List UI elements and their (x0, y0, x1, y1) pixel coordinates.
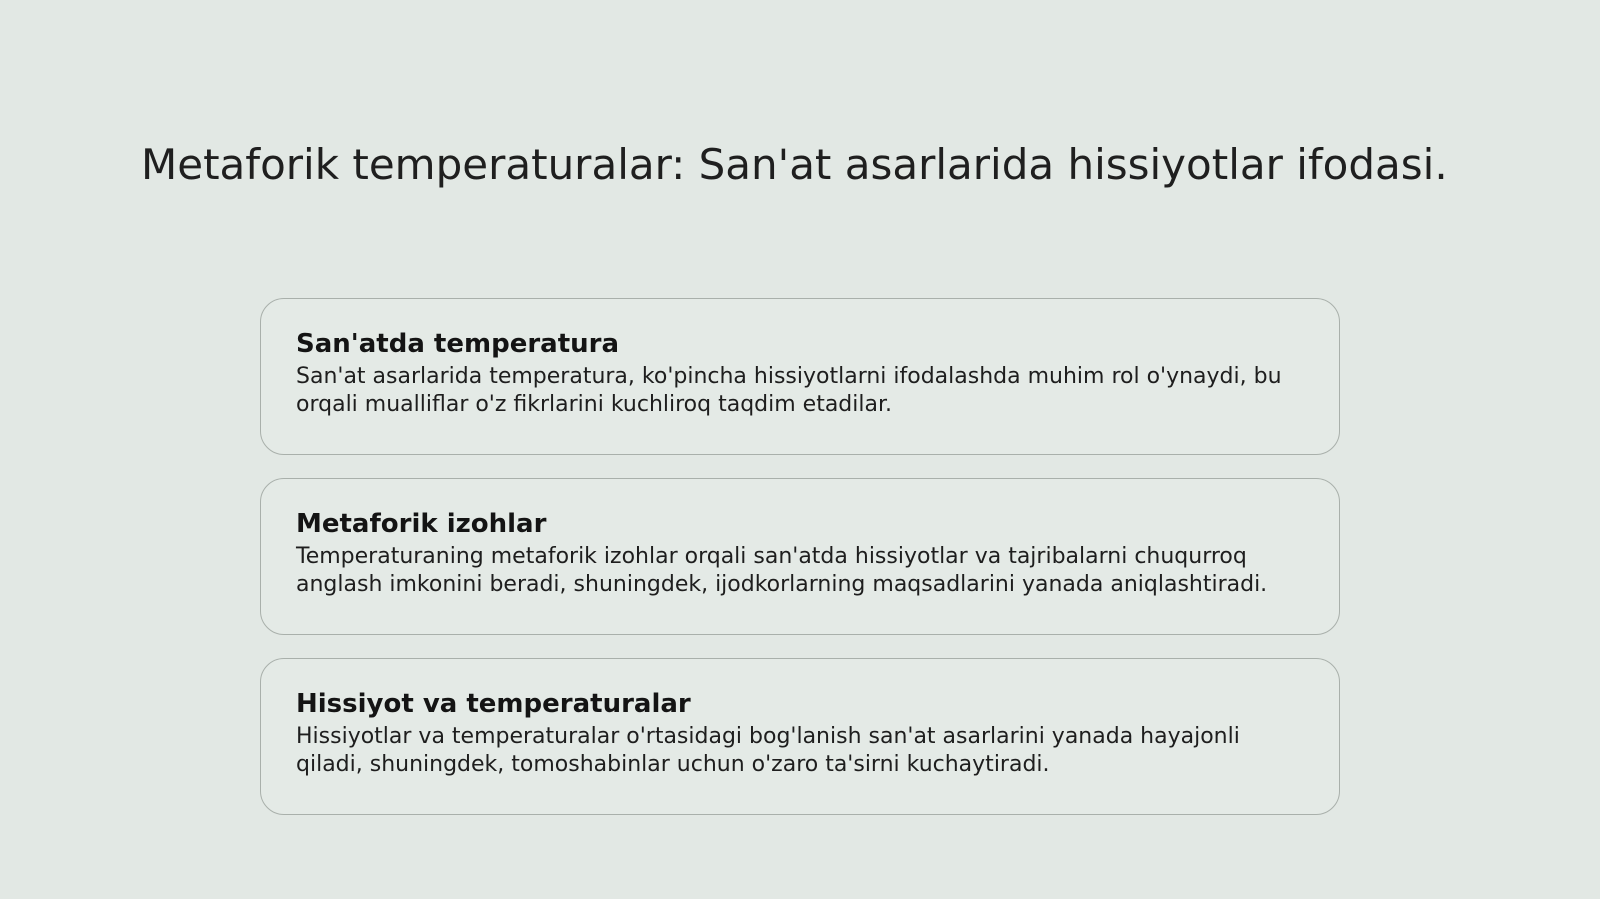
card-text: Temperaturaning metaforik izohlar orqali san'atda hissiyotlar va tajribalarni chuqurroq anglash imkonini beradi, shuningdek, ijodkorlarning maqsadlarini yanada aniqlashtiradi. (296, 544, 1268, 597)
card-list (260, 298, 1340, 838)
card-heading: San'atda temperatura (296, 329, 619, 359)
card-heading: Hissiyot va temperaturalar (296, 689, 691, 719)
card-sanatda-temperatura (260, 298, 1340, 455)
slide-title: Metaforik temperaturalar: San'at asarlarida hissiyotlar ifodasi. (141, 140, 1448, 189)
card-metaforik-izohlar (260, 478, 1340, 635)
card-heading: Metaforik izohlar (296, 509, 547, 539)
card-text: San'at asarlarida temperatura, ko'pincha hissiyotlarni ifodalashda muhim rol o'ynaydi, bu orqali mualliflar o'z fikrlarini kuchliroq taqdim etadilar. (296, 364, 1282, 417)
card-hissiyot-va-temperaturalar (260, 658, 1340, 815)
card-text: Hissiyotlar va temperaturalar o'rtasidagi bog'lanish san'at asarlarini yanada hayajonli qiladi, shuningdek, tomoshabinlar uchun o'zaro ta'sirni kuchaytiradi. (296, 724, 1240, 777)
